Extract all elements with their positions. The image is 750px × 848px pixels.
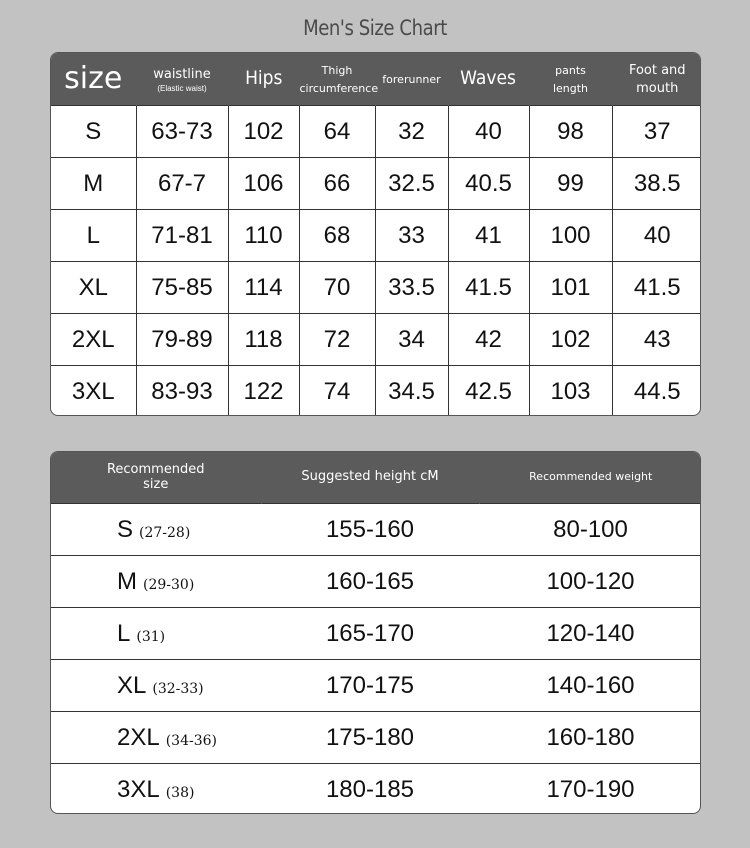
cell-recommended-weight: 80-100 [479, 504, 701, 556]
cell-waistline: 83-93 [136, 366, 228, 417]
cell-size: 2XL [51, 314, 136, 366]
table-row [51, 366, 701, 417]
cell-foot-mouth: 37 [612, 106, 701, 158]
header-foot-mouth: Foot and mouth [612, 53, 701, 106]
size-number-range: (38) [165, 784, 195, 801]
cell-thigh: 72 [299, 314, 375, 366]
cell-recommended-size [51, 504, 261, 556]
cell-recommended-size [51, 660, 261, 712]
header-recommended-size: Recommended size [51, 452, 261, 504]
header-waves: Waves [448, 53, 529, 106]
cell-suggested-height: 160-165 [261, 556, 479, 608]
table-row [51, 712, 701, 764]
cell-foot-mouth: 41.5 [612, 262, 701, 314]
cell-suggested-height: 175-180 [261, 712, 479, 764]
cell-pants-length: 99 [529, 158, 612, 210]
cell-suggested-height: 170-175 [261, 660, 479, 712]
size-number-range: (32-33) [152, 680, 204, 697]
cell-foot-mouth: 43 [612, 314, 701, 366]
cell-forerunner: 33 [375, 210, 448, 262]
size-label: XL [117, 671, 147, 699]
cell-recommended-weight: 170-190 [479, 764, 701, 815]
cell-recommended-weight: 120-140 [479, 608, 701, 660]
cell-waves: 41.5 [448, 262, 529, 314]
cell-thigh: 64 [299, 106, 375, 158]
table-row [51, 314, 701, 366]
cell-waves: 40 [448, 106, 529, 158]
cell-pants-length: 100 [529, 210, 612, 262]
cell-pants-length: 98 [529, 106, 612, 158]
table-row [51, 764, 701, 815]
table-row [51, 660, 701, 712]
cell-thigh: 74 [299, 366, 375, 417]
cell-recommended-weight: 140-160 [479, 660, 701, 712]
header-hips: Hips [228, 53, 299, 106]
cell-hips: 122 [228, 366, 299, 417]
cell-pants-length: 102 [529, 314, 612, 366]
cell-recommended-size [51, 608, 261, 660]
table-row [51, 556, 701, 608]
size-label: M [117, 567, 137, 595]
recommended-size-table [50, 451, 701, 814]
cell-suggested-height: 155-160 [261, 504, 479, 556]
page-title: Men's Size Chart [303, 16, 447, 40]
cell-size: M [51, 158, 136, 210]
header-size: size [51, 53, 136, 106]
cell-suggested-height: 165-170 [261, 608, 479, 660]
cell-waves: 42 [448, 314, 529, 366]
cell-recommended-weight: 160-180 [479, 712, 701, 764]
size-label: 2XL [117, 723, 160, 751]
size-number-range: (34-36) [165, 732, 217, 749]
cell-foot-mouth: 40 [612, 210, 701, 262]
cell-suggested-height: 180-185 [261, 764, 479, 815]
cell-recommended-size [51, 712, 261, 764]
cell-pants-length: 101 [529, 262, 612, 314]
cell-size: 3XL [51, 366, 136, 417]
cell-forerunner: 32 [375, 106, 448, 158]
size-table-header-row [51, 53, 701, 106]
header-thigh: Thigh circumference [299, 53, 375, 106]
rec-table-header-row [51, 452, 701, 504]
size-number-range: (27-28) [139, 524, 191, 541]
cell-foot-mouth: 38.5 [612, 158, 701, 210]
cell-forerunner: 34.5 [375, 366, 448, 417]
cell-waves: 41 [448, 210, 529, 262]
cell-waistline: 79-89 [136, 314, 228, 366]
cell-hips: 106 [228, 158, 299, 210]
header-forerunner: forerunner [375, 53, 448, 106]
cell-thigh: 68 [299, 210, 375, 262]
cell-hips: 102 [228, 106, 299, 158]
cell-hips: 118 [228, 314, 299, 366]
cell-thigh: 66 [299, 158, 375, 210]
table-row [51, 210, 701, 262]
cell-size: L [51, 210, 136, 262]
header-suggested-height: Suggested height cM [261, 452, 479, 504]
cell-waistline: 67-7 [136, 158, 228, 210]
size-label: 3XL [117, 775, 160, 803]
cell-recommended-weight: 100-120 [479, 556, 701, 608]
size-chart-table [50, 52, 701, 416]
cell-waves: 42.5 [448, 366, 529, 417]
cell-pants-length: 103 [529, 366, 612, 417]
cell-recommended-size [51, 764, 261, 815]
size-number-range: (31) [136, 628, 166, 645]
cell-foot-mouth: 44.5 [612, 366, 701, 417]
cell-forerunner: 34 [375, 314, 448, 366]
cell-waistline: 63-73 [136, 106, 228, 158]
cell-waistline: 71-81 [136, 210, 228, 262]
table-row [51, 158, 701, 210]
cell-hips: 114 [228, 262, 299, 314]
cell-recommended-size [51, 556, 261, 608]
cell-thigh: 70 [299, 262, 375, 314]
size-number-range: (29-30) [143, 576, 195, 593]
size-label: S [117, 515, 134, 543]
header-waistline-note: (Elastic waist) [157, 83, 207, 93]
table-row [51, 106, 701, 158]
cell-forerunner: 32.5 [375, 158, 448, 210]
table-row [51, 504, 701, 556]
size-label: L [117, 619, 131, 647]
header-waistline: waistline (Elastic waist) [136, 53, 228, 106]
table-row [51, 608, 701, 660]
header-recommended-weight: Recommended weight [479, 452, 701, 504]
cell-waistline: 75-85 [136, 262, 228, 314]
header-pants-length: pants length [529, 53, 612, 106]
cell-size: XL [51, 262, 136, 314]
cell-hips: 110 [228, 210, 299, 262]
cell-size: S [51, 106, 136, 158]
cell-forerunner: 33.5 [375, 262, 448, 314]
table-row [51, 262, 701, 314]
cell-waves: 40.5 [448, 158, 529, 210]
